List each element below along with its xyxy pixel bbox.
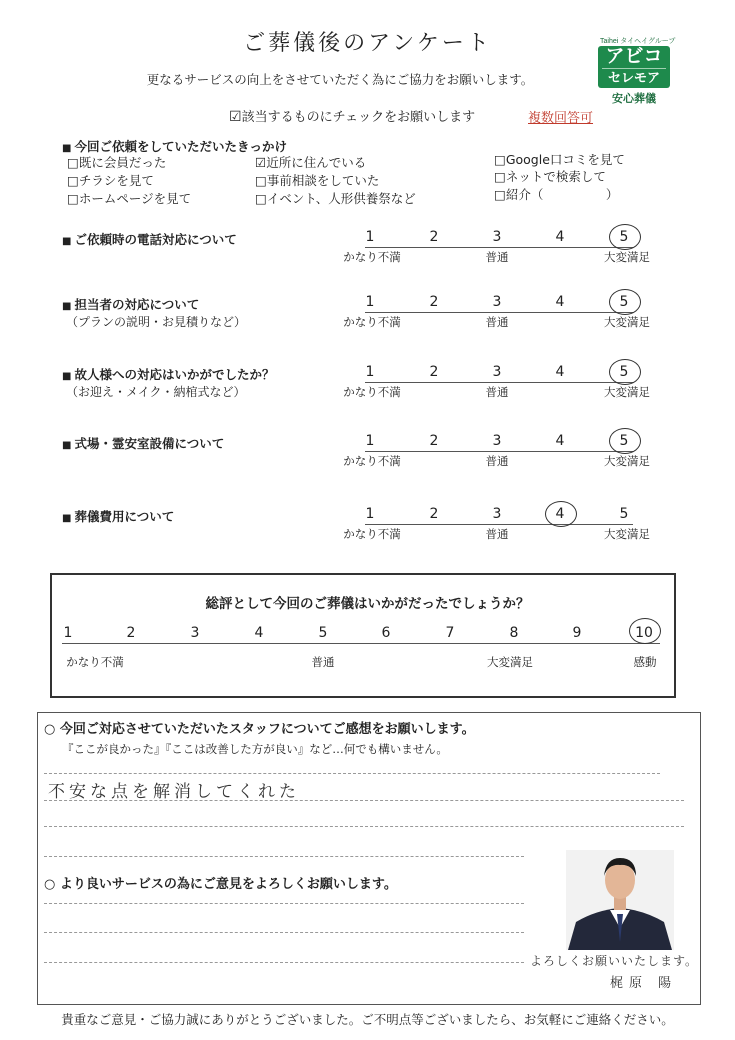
scale-label-low: かなり不満 (343, 385, 401, 399)
square-bullet-icon: ■ (62, 143, 72, 154)
square-bullet-icon: ■ (62, 301, 72, 312)
checkbox-icon[interactable]: □ (67, 155, 79, 170)
q1-option[interactable] (494, 167, 606, 185)
q1-option-label: チラシを見て (78, 173, 154, 188)
scale-label-high: 大変満足 (604, 454, 650, 468)
q1-option-label: 事前相談をしていた (266, 173, 380, 188)
rating-question-title (62, 507, 174, 525)
overall-option-3[interactable]: 3 (190, 625, 200, 641)
q1-option[interactable] (67, 171, 154, 189)
rating-option-1[interactable]: 1 (365, 294, 375, 310)
rating-option-5[interactable]: 5 (619, 294, 629, 310)
scale-label-high: 大変満足 (604, 385, 650, 399)
logo-box (598, 46, 670, 88)
rating-question-title (62, 365, 274, 383)
rating-scale-line (365, 382, 633, 383)
checkbox-icon[interactable]: □ (494, 169, 506, 184)
overall-label-label5: 普通 (311, 655, 335, 669)
rating-question-title (62, 295, 199, 313)
company-logo (598, 36, 674, 106)
multiple-answers-note: 複数回答可 (528, 111, 594, 126)
scale-label-low: かなり不満 (343, 250, 401, 264)
q1-option-label: ホームページを見て (78, 191, 192, 206)
staff-name: 梶原 陽 (610, 976, 678, 991)
scale-label-high: 大変満足 (604, 527, 650, 541)
logo-sub: 安心葬儀 (612, 92, 656, 105)
rating-option-3[interactable]: 3 (492, 433, 502, 449)
writing-line (44, 962, 524, 963)
overall-option-8[interactable]: 8 (509, 625, 519, 641)
q1-option-label: 既に会員だった (78, 155, 167, 170)
q1-option[interactable] (255, 189, 416, 207)
overall-option-6[interactable]: 6 (381, 625, 391, 641)
rating-option-3[interactable]: 3 (492, 229, 502, 245)
staff-comment-answer[interactable]: 不安な点を解消してくれた (48, 782, 300, 802)
overall-option-10[interactable]: 10 (635, 625, 653, 641)
writing-line (44, 932, 524, 933)
q1-option[interactable] (494, 185, 618, 203)
writing-line (44, 826, 684, 827)
scale-label-high: 大変満足 (604, 250, 650, 264)
overall-option-2[interactable]: 2 (126, 625, 136, 641)
scale-label-mid: 普通 (485, 527, 509, 541)
logo-line2: セレモア (602, 68, 666, 87)
rating-scale-line (365, 524, 633, 525)
writing-line (44, 773, 660, 774)
rating-option-1[interactable]: 1 (365, 364, 375, 380)
instruction-text: 該当するものにチェックをお願いします (241, 110, 476, 125)
q1-title-text: 今回ご依頼をしていただいたきっかけ (74, 139, 287, 154)
q1-option-label: イベント、人形供養祭など (266, 191, 416, 206)
checkbox-icon[interactable]: □ (494, 152, 506, 167)
checkbox-icon[interactable]: □ (255, 173, 267, 188)
logo-brand: Taihei タイヘイグループ (600, 38, 676, 45)
selected-circle (609, 224, 641, 250)
page-title: ご葬儀後のアンケート (243, 31, 492, 56)
rating-option-4[interactable]: 4 (555, 433, 565, 449)
square-bullet-icon: ■ (62, 371, 72, 382)
rating-option-3[interactable]: 3 (492, 294, 502, 310)
scale-label-mid: 普通 (485, 385, 509, 399)
rating-option-1[interactable]: 1 (365, 506, 375, 522)
rating-option-2[interactable]: 2 (429, 294, 439, 310)
q1-option[interactable] (67, 153, 166, 171)
overall-option-5[interactable]: 5 (318, 625, 328, 641)
square-bullet-icon: ■ (62, 440, 72, 451)
rating-question-text: 担当者の対応について (74, 297, 200, 312)
overall-option-7[interactable]: 7 (445, 625, 455, 641)
rating-question-note: （プランの説明・お見積りなど） (66, 315, 247, 329)
rating-option-4[interactable]: 4 (555, 294, 565, 310)
overall-option-1[interactable]: 1 (63, 625, 73, 641)
staff-message: よろしくお願いいたします。 (530, 954, 699, 968)
writing-line (44, 903, 524, 904)
scale-label-mid: 普通 (485, 315, 509, 329)
logo-line1: アビコ (605, 46, 663, 67)
service-comment-title: ○ より良いサービスの為にご意見をよろしくお願いします。 (44, 877, 397, 892)
scale-label-mid: 普通 (485, 250, 509, 264)
rating-option-3[interactable]: 3 (492, 364, 502, 380)
rating-option-5[interactable]: 5 (619, 433, 629, 449)
selected-circle (545, 501, 577, 527)
writing-line (44, 856, 524, 857)
overall-option-4[interactable]: 4 (254, 625, 264, 641)
checkbox-icon[interactable]: □ (255, 191, 267, 206)
footer-thanks: 貴重なご意見・ご協力誠にありがとうございました。ご不明点等ございましたら、お気軽にご連絡ください。 (61, 1012, 674, 1027)
q1-option[interactable] (255, 171, 379, 189)
rating-question-text: 葬儀費用について (74, 509, 175, 524)
scale-label-low: かなり不満 (343, 454, 401, 468)
rating-option-5[interactable]: 5 (619, 229, 629, 245)
overall-label-label10: 感動 (633, 655, 657, 669)
q1-option[interactable] (494, 150, 625, 168)
rating-option-2[interactable]: 2 (429, 229, 439, 245)
check-mark-icon: ☑ (229, 109, 242, 125)
checked-checkbox-icon[interactable]: ☑ (255, 155, 267, 170)
rating-option-2[interactable]: 2 (429, 364, 439, 380)
rating-question-text: ご依頼時の電話対応について (74, 232, 237, 247)
checkbox-icon[interactable]: □ (494, 187, 506, 202)
square-bullet-icon: ■ (62, 513, 72, 524)
q1-option-label: Google口コミを見て (505, 152, 625, 167)
selected-circle (609, 289, 641, 315)
staff-comment-title: ○ 今回ご対応させていただいたスタッフについてご感想をお願いします。 (44, 722, 475, 737)
rating-option-4[interactable]: 4 (555, 364, 565, 380)
q1-option[interactable] (67, 189, 191, 207)
rating-option-2[interactable]: 2 (429, 433, 439, 449)
overall-scale-line (62, 643, 660, 644)
rating-option-2[interactable]: 2 (429, 506, 439, 522)
rating-option-5[interactable]: 5 (619, 506, 629, 522)
rating-question-text: 故人様への対応はいかがでしたか？ (74, 367, 275, 382)
scale-label-high: 大変満足 (604, 315, 650, 329)
staff-comment-subtitle: 『ここが良かった』『ここは改善した方が良い』など…何でも構いません。 (62, 742, 448, 756)
scale-label-low: かなり不満 (343, 527, 401, 541)
page-subtitle: 更なるサービスの向上をさせていただく為にご協力をお願いします。 (146, 72, 534, 87)
rating-option-4[interactable]: 4 (555, 229, 565, 245)
writing-line (44, 800, 684, 801)
rating-option-1[interactable]: 1 (365, 433, 375, 449)
overall-title: 総評として今回のご葬儀はいかがだったでしょうか？ (205, 596, 530, 612)
rating-question-title (62, 230, 237, 248)
checkbox-icon[interactable]: □ (67, 173, 79, 188)
q1-option-label: ネットで検索して (505, 169, 606, 184)
staff-photo (566, 850, 674, 950)
overall-label-label1: かなり不満 (66, 655, 124, 669)
rating-question-title (62, 434, 224, 452)
selected-circle (609, 359, 641, 385)
square-bullet-icon: ■ (62, 236, 72, 247)
overall-label-label8: 大変満足 (487, 655, 533, 669)
check-instruction (229, 106, 475, 125)
rating-option-5[interactable]: 5 (619, 364, 629, 380)
q1-option[interactable] (255, 153, 366, 171)
q1-option-label: 近所に住んでいる (266, 155, 367, 170)
checkbox-icon[interactable]: □ (67, 191, 79, 206)
overall-option-9[interactable]: 9 (572, 625, 582, 641)
overall-selected-circle (629, 618, 661, 644)
rating-question-text: 式場・霊安室設備について (74, 436, 225, 451)
rating-option-4[interactable]: 4 (555, 506, 565, 522)
rating-question-note: （お迎え・メイク・納棺式など） (66, 385, 246, 399)
rating-scale-line (365, 451, 633, 452)
scale-label-mid: 普通 (485, 454, 509, 468)
rating-option-3[interactable]: 3 (492, 506, 502, 522)
q1-option-label: 紹介（ ） (505, 187, 619, 202)
selected-circle (609, 428, 641, 454)
scale-label-low: かなり不満 (343, 315, 401, 329)
rating-scale-line (365, 312, 633, 313)
rating-option-1[interactable]: 1 (365, 229, 375, 245)
rating-scale-line (365, 247, 633, 248)
